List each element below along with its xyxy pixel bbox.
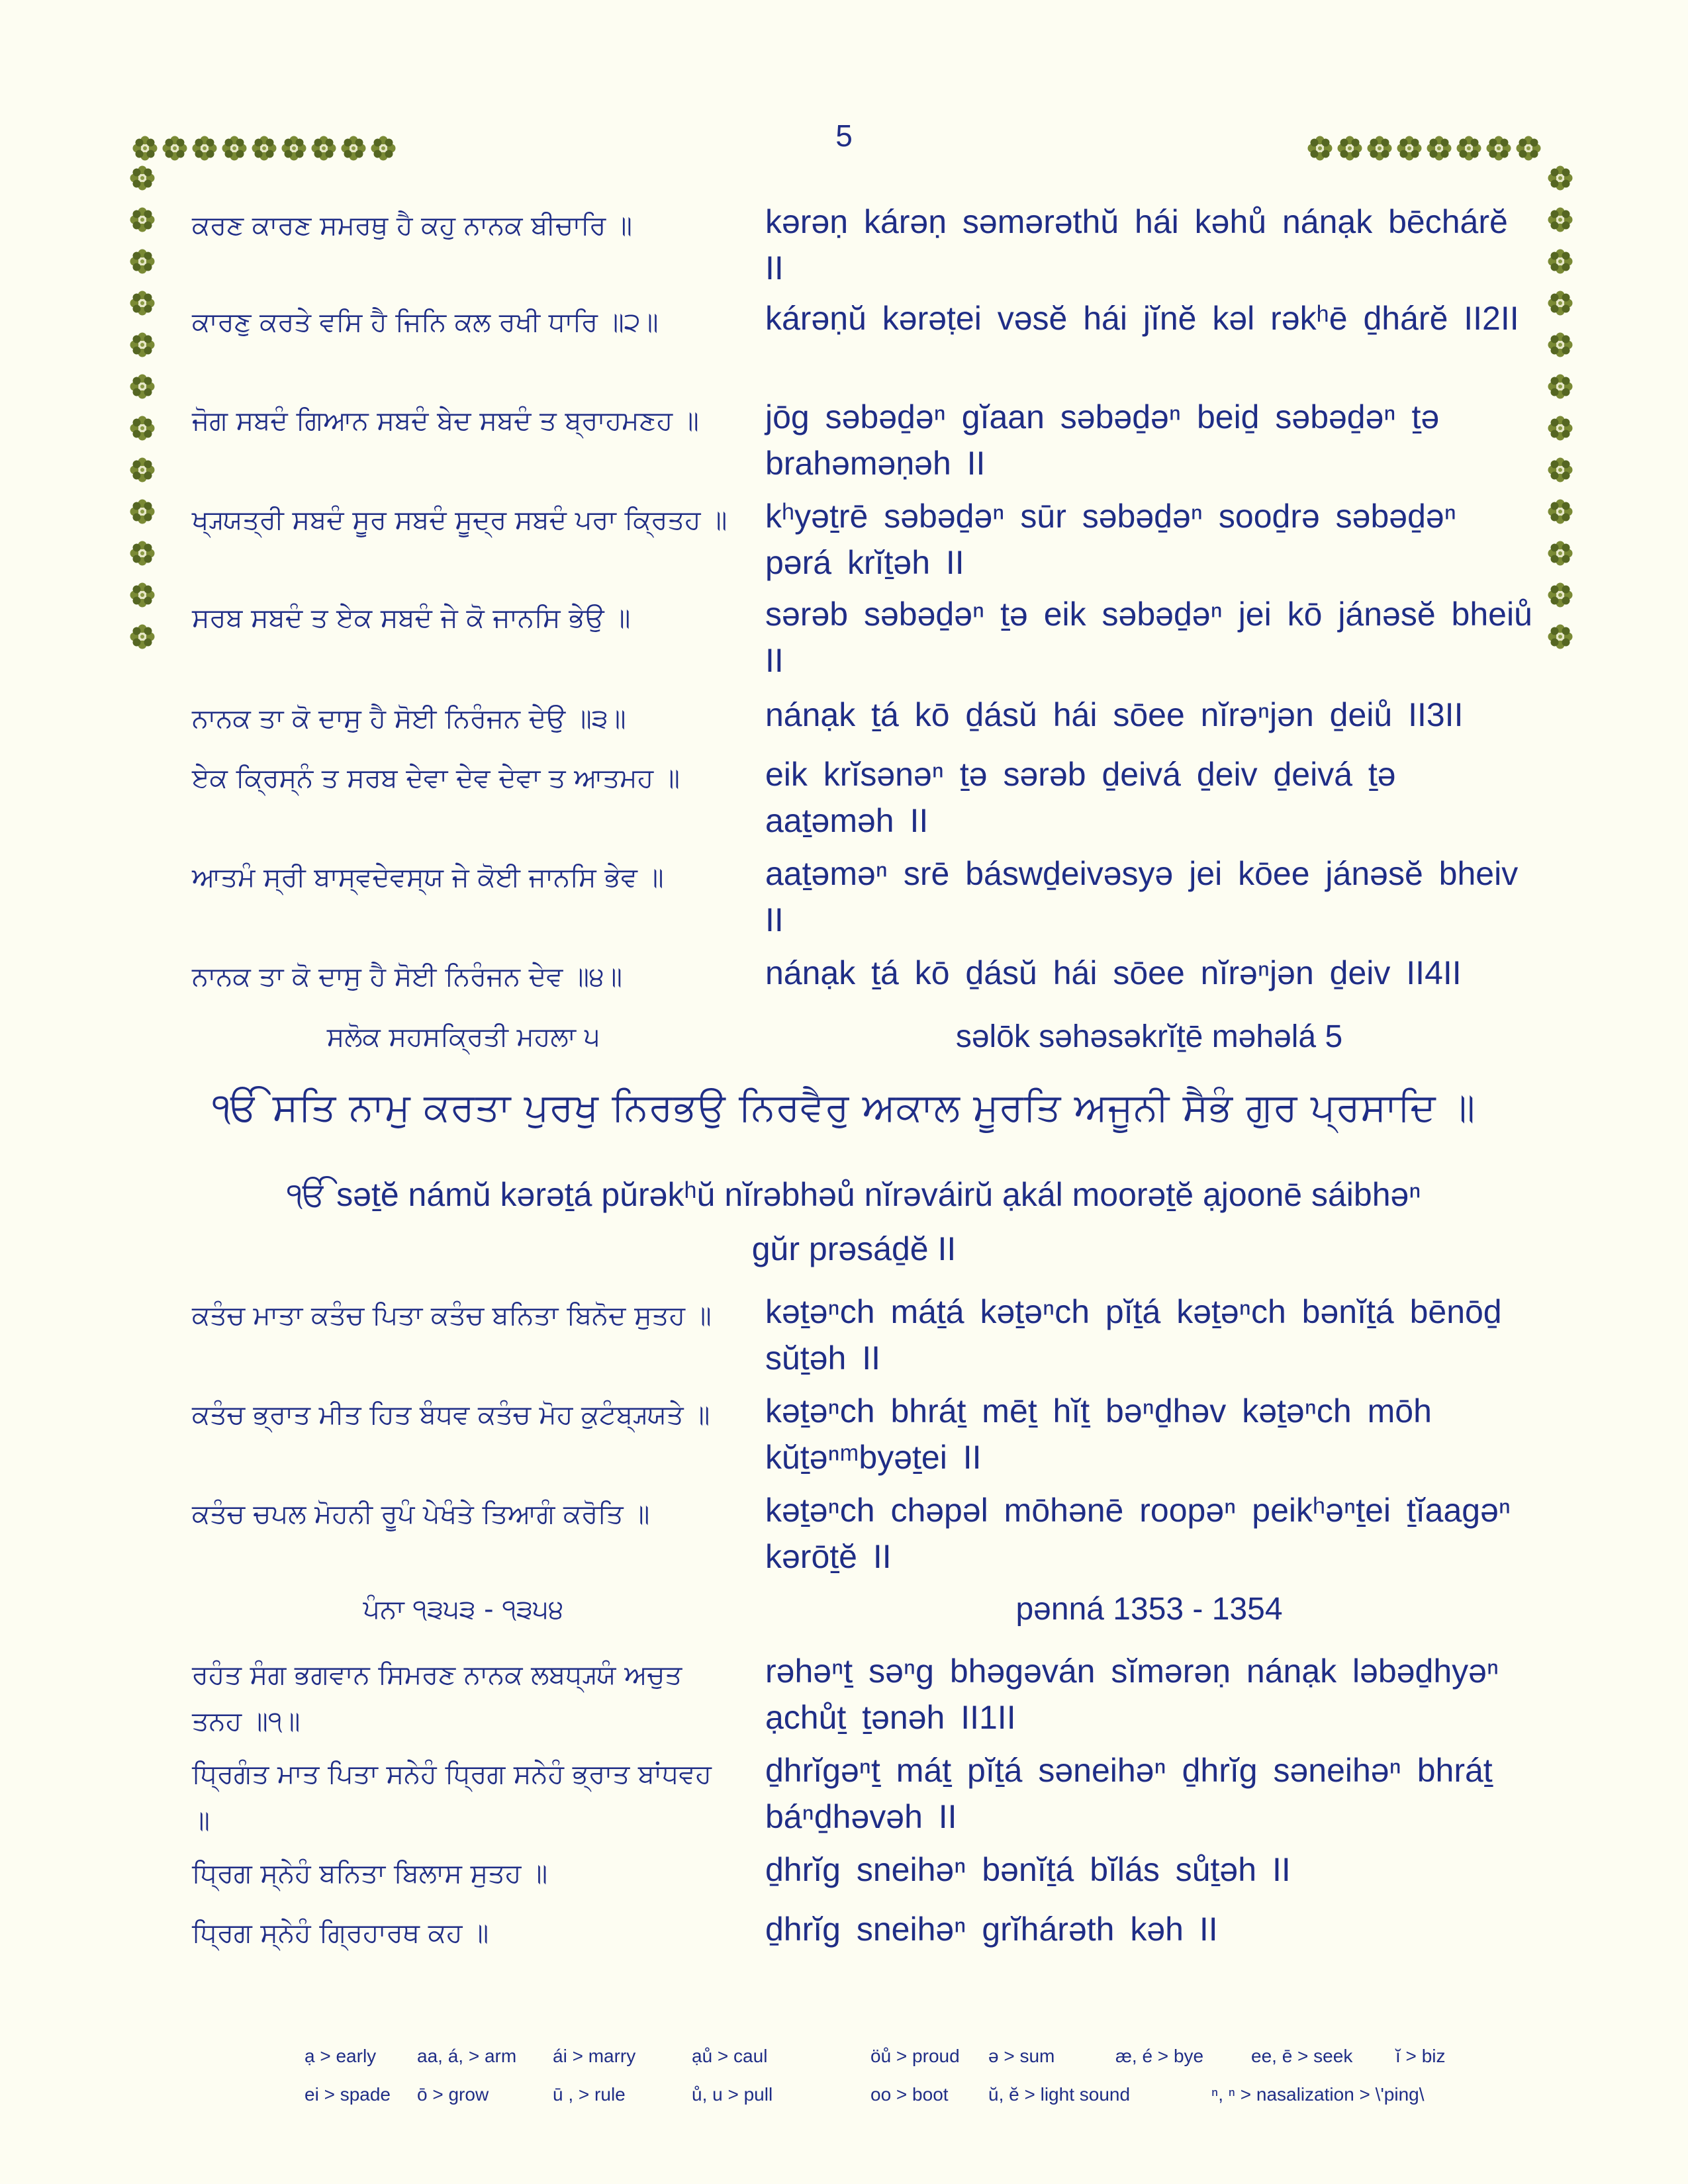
legend-item: ee, ē > seek xyxy=(1251,2046,1353,2066)
transliteration-verse: kárəṇŭ kərəṭei vəsĕ hái jĭnĕ kəl rəkʰē ḏhárĕ II2II xyxy=(765,300,1519,337)
verse-row xyxy=(192,394,1536,482)
verse-row xyxy=(192,751,1536,839)
transliteration-verse: ḏhrĭgəⁿṯ máṯ pĭṯá səneihəⁿ ḏhrĭg səneihəⁿ bhráṯ báⁿḏhəvəh II xyxy=(765,1752,1493,1835)
gurmukhi-verse: ਕਤੰਚ ਭ੍ਰਾਤ ਮੀਤ ਹਿਤ ਬੰਧਵ ਕਤੰਚ ਮੋਹ ਕੁਟੰਬ੍ਯ੍ਯਤੇ ॥ xyxy=(192,1400,710,1430)
legend-item: aa, á, > arm xyxy=(417,2046,517,2066)
flower-icon xyxy=(1367,136,1392,161)
gurmukhi-verse: ਧ੍ਰਿਗ ਸ੍ਨੇਹੰ ਬਨਿਤਾ ਬਿਲਾਸ ਸੁਤਹ ॥ xyxy=(192,1858,548,1889)
section-heading-transliteration: səlōk səhəsəkrĭṯē məhəlá 5 xyxy=(955,1019,1343,1054)
transliteration-verse: nánạk ṯá kō ḏásŭ hái sōee nĭrəⁿjən ḏeiů II3II xyxy=(765,696,1464,733)
gurmukhi-verse: ਕਤੰਚ ਮਾਤਾ ਕਤੰਚ ਪਿਤਾ ਕਤੰਚ ਬਨਿਤਾ ਬਿਨੋਦ ਸੁਤਹ ॥ xyxy=(192,1300,712,1331)
gurmukhi-verse: ਖ੍ਯ੍ਯਤ੍ਰੀ ਸਬਦੰ ਸੂਰ ਸਬਦੰ ਸੂਦ੍ਰ ਸਬਦੰ ਪਰਾ ਕ੍ਰਿਤਹ ॥ xyxy=(192,505,727,535)
flower-icon xyxy=(1548,249,1573,274)
transliteration-verse: kʰyəṯrē səbəḏəⁿ sūr səbəḏəⁿ sooḏrə səbəḏəⁿ pərá krĭṯəh II xyxy=(765,498,1456,581)
flower-icon xyxy=(1486,136,1511,161)
legend-item: æ, é > bye xyxy=(1115,2046,1204,2066)
flower-icon xyxy=(1548,499,1573,524)
gurmukhi-verse: ਕਾਰਣੁ ਕਰਤੇ ਵਸਿ ਹੈ ਜਿਨਿ ਕਲ ਰਖੀ ਧਾਰਿ ॥੨॥ xyxy=(192,307,659,338)
flower-icon xyxy=(130,374,155,399)
pronunciation-legend xyxy=(305,2037,1496,2116)
flower-icon xyxy=(1548,291,1573,316)
flower-icon xyxy=(130,207,155,232)
transliteration-verse: rəhəⁿṯ səⁿg bhəgəván sĭmərəṇ nánạk ləbəḏhyəⁿ ạchůṯ ṯənəh II1II xyxy=(765,1653,1499,1736)
transliteration-verse: kəṯəⁿch máṯá kəṯəⁿch pĭṯá kəṯəⁿch bənĭṯá bēnōḏ sŭṯəh II xyxy=(765,1293,1502,1377)
flower-icon xyxy=(1548,541,1573,566)
legend-item: oo > boot xyxy=(870,2084,949,2105)
flower-icon xyxy=(1548,332,1573,357)
transliteration-verse: sərəb səbəḏəⁿ ṯə eik səbəḏəⁿ jei kō jánəsĕ bheiů II xyxy=(765,596,1532,679)
mool-mantar-transliteration-line1: ੴ səṯĕ námŭ kərəṯá pŭrəkʰŭ nĭrəbhəů nĭrəváirŭ ạkál moorəṯĕ ạjoonē sáibhəⁿ xyxy=(287,1176,1421,1213)
flower-icon xyxy=(192,136,217,161)
verse-row xyxy=(192,1289,1536,1377)
gurmukhi-verse: ਆਤਮੰ ਸ੍ਰੀ ਬਾਸ੍ਵਦੇਵਸ੍ਯ ਜੇ ਕੋਈ ਜਾਨਸਿ ਭੇਵ ॥ xyxy=(192,862,664,893)
legend-item: ⁿ, ⁿ > nasalization > \'ping\ xyxy=(1211,2084,1425,2105)
verse-row xyxy=(192,1388,1536,1476)
flower-icon xyxy=(1307,136,1333,161)
verse-row xyxy=(192,850,1536,938)
legend-item: ạ > early xyxy=(305,2046,377,2066)
transliteration-verse: kərəṇ kárəṇ səmərəthŭ hái kəhů nánạk bēchárĕ II xyxy=(765,203,1508,287)
verse-row xyxy=(192,1487,1536,1575)
flower-icon xyxy=(281,136,306,161)
legend-item: ạů > caul xyxy=(692,2046,768,2066)
legend-item: ō > grow xyxy=(417,2084,489,2105)
gurmukhi-verse: ਕਰਣ ਕਾਰਣ ਸਮਰਥੁ ਹੈ ਕਹੁ ਨਾਨਕ ਬੀਚਾਰਿ ॥ xyxy=(192,210,632,241)
transliteration-verse: kəṯəⁿch chəpəl mōhənē roopəⁿ peikʰəⁿṯei ṯĭaagəⁿ kərōṯĕ II xyxy=(765,1492,1511,1575)
gurmukhi-verse: ਕਤੰਚ ਚਪਲ ਮੋਹਨੀ ਰੂਪੰ ਪੇਖੰਤੇ ਤਿਆਗੰ ਕਰੋਤਿ ॥ xyxy=(192,1499,650,1529)
flower-icon xyxy=(1548,207,1573,232)
verse-row xyxy=(192,493,1536,581)
flower-icon xyxy=(1548,165,1573,191)
page-number: 5 xyxy=(835,118,853,153)
flower-border-top-right xyxy=(1307,136,1541,162)
flower-icon xyxy=(1516,136,1541,161)
flower-icon xyxy=(130,457,155,482)
transliteration-verse: eik krĭsənəⁿ ṯə sərəb ḏeivá ḏeiv ḏeivá ṯə aaṯəməh II xyxy=(765,756,1396,839)
legend-item: ái > marry xyxy=(553,2046,636,2066)
page-reference xyxy=(192,1586,1536,1633)
gurmukhi-verse: ਧ੍ਰਿਗ ਸ੍ਨੇਹੰ ਗ੍ਰਿਹਾਰਥ ਕਹ ॥ xyxy=(192,1918,489,1948)
flower-icon xyxy=(130,291,155,316)
flower-icon xyxy=(130,624,155,649)
flower-border-top-left xyxy=(132,136,396,162)
flower-icon xyxy=(130,541,155,566)
verse-row xyxy=(192,692,1536,742)
verse-row xyxy=(192,199,1536,287)
page-reference-transliteration: pənná 1353 - 1354 xyxy=(1015,1592,1283,1627)
flower-icon xyxy=(1337,136,1362,161)
flower-icon xyxy=(222,136,247,161)
gurmukhi-verse: ਧ੍ਰਿਗੰਤ ਮਾਤ ਪਿਤਾ ਸਨੇਹੰ ਧ੍ਰਿਗ ਸਨੇਹੰ ਭ੍ਰਾਤ ਬਾਂਧਵਹ ॥ xyxy=(192,1759,712,1836)
legend-item: öů > proud xyxy=(870,2046,960,2066)
gurmukhi-verse: ਨਾਨਕ ਤਾ ਕੋ ਦਾਸੁ ਹੈ ਸੋਈ ਨਿਰੰਜਨ ਦੇਵ ॥੪॥ xyxy=(192,962,622,992)
flower-icon xyxy=(130,332,155,357)
flower-icon xyxy=(1548,582,1573,608)
section-heading-gurmukhi: ਸਲੋਕ ਸਹਸਕ੍ਰਿਤੀ ਮਹਲਾ ੫ xyxy=(326,1022,600,1052)
verse-row xyxy=(192,1648,1536,1745)
verse-row xyxy=(192,295,1536,345)
legend-item: ei > spade xyxy=(305,2084,391,2105)
flower-icon xyxy=(1397,136,1422,161)
flower-icon xyxy=(130,165,155,191)
flower-icon xyxy=(130,582,155,608)
transliteration-verse: aaṯəməⁿ srē báswḏeivəsyə jei kōee jánəsĕ bheiv II xyxy=(765,855,1519,938)
verse-row xyxy=(192,1747,1536,1844)
legend-item: ū , > rule xyxy=(553,2084,626,2105)
gurmukhi-verse: ਏਕ ਕ੍ਰਿਸ੍ਨੰ ਤ ਸਰਬ ਦੇਵਾ ਦੇਵ ਦੇਵਾ ਤ ਆਤਮਹ ॥ xyxy=(192,763,680,794)
flower-icon xyxy=(1548,416,1573,441)
verse-row xyxy=(192,1906,1536,1956)
transliteration-verse: kəṯəⁿch bhráṯ mēṯ hĭṯ bəⁿḏhəv kəṯəⁿch mōh kŭṯəⁿᵐbyəṯei II xyxy=(765,1392,1432,1476)
flower-icon xyxy=(311,136,336,161)
legend-item: ů, u > pull xyxy=(692,2084,773,2105)
legend-item: ə > sum xyxy=(988,2046,1055,2066)
mool-mantar-gurmukhi: ੴ ਸਤਿ ਨਾਮੁ ਕਰਤਾ ਪੁਰਖੁ ਨਿਰਭਉ ਨਿਰਵੈਰੁ ਅਕਾਲ ਮੂਰਤਿ ਅਜੂਨੀ ਸੈਭੰ ਗੁਰ ਪ੍ਰਸਾਦਿ ॥ xyxy=(212,1085,1476,1130)
flower-icon xyxy=(130,249,155,274)
transliteration-verse: ḏhrĭg sneihəⁿ grĭhárəth kəh II xyxy=(765,1911,1218,1948)
flower-icon xyxy=(1548,624,1573,649)
gurmukhi-verse: ਰਹੰਤ ਸੰਗ ਭਗਵਾਨ ਸਿਮਰਣ ਨਾਨਕ ਲਬਧ੍ਯ੍ਯੰ ਅਚੁਤ ਤਨਹ ॥੧॥ xyxy=(192,1660,682,1737)
flower-icon xyxy=(130,416,155,441)
gurmukhi-verse: ਸਰਬ ਸਬਦੰ ਤ ਏਕ ਸਬਦੰ ਜੇ ਕੋ ਜਾਨਸਿ ਭੇਉ ॥ xyxy=(192,603,631,633)
flower-border-left xyxy=(130,165,156,649)
flower-icon xyxy=(371,136,396,161)
flower-icon xyxy=(1427,136,1452,161)
gurmukhi-verse: ਨਾਨਕ ਤਾ ਕੋ ਦਾਸੁ ਹੈ ਸੋਈ ਨਿਰੰਜਨ ਦੇਉ ॥੩॥ xyxy=(192,704,626,734)
verse-row xyxy=(192,1846,1536,1897)
page-reference-gurmukhi: ਪੰਨਾ ੧੩੫੩ - ੧੩੫੪ xyxy=(363,1594,564,1625)
section-heading xyxy=(192,1014,1536,1060)
flower-border-right xyxy=(1548,165,1574,649)
mool-mantar-transliteration-line2: gŭr prəsáḏĕ II xyxy=(751,1230,957,1267)
flower-icon xyxy=(1548,374,1573,399)
flower-icon xyxy=(252,136,277,161)
transliteration-verse: jōg səbəḏəⁿ gĭaan səbəḏəⁿ beiḏ səbəḏəⁿ ṯə brahəməṇəh II xyxy=(765,398,1440,482)
legend-item: ŭ, ĕ > light sound xyxy=(988,2084,1131,2105)
flower-icon xyxy=(1548,457,1573,482)
gurmukhi-verse: ਜੋਗ ਸਬਦੰ ਗਿਆਨ ਸਬਦੰ ਬੇਦ ਸਬਦੰ ਤ ਬ੍ਰਾਹਮਣਹ ॥ xyxy=(192,406,699,436)
verse-row xyxy=(192,591,1536,679)
flower-icon xyxy=(132,136,158,161)
flower-icon xyxy=(162,136,187,161)
transliteration-verse: ḏhrĭg sneihəⁿ bənĭṯá bĭlás sůṯəh II xyxy=(765,1851,1291,1888)
flower-icon xyxy=(130,499,155,524)
transliteration-verse: nánạk ṯá kō ḏásŭ hái sōee nĭrəⁿjən ḏeiv II4II xyxy=(765,954,1462,991)
legend-item: ĭ > biz xyxy=(1395,2046,1446,2066)
flower-icon xyxy=(341,136,366,161)
verse-row xyxy=(192,950,1536,1000)
flower-icon xyxy=(1456,136,1481,161)
